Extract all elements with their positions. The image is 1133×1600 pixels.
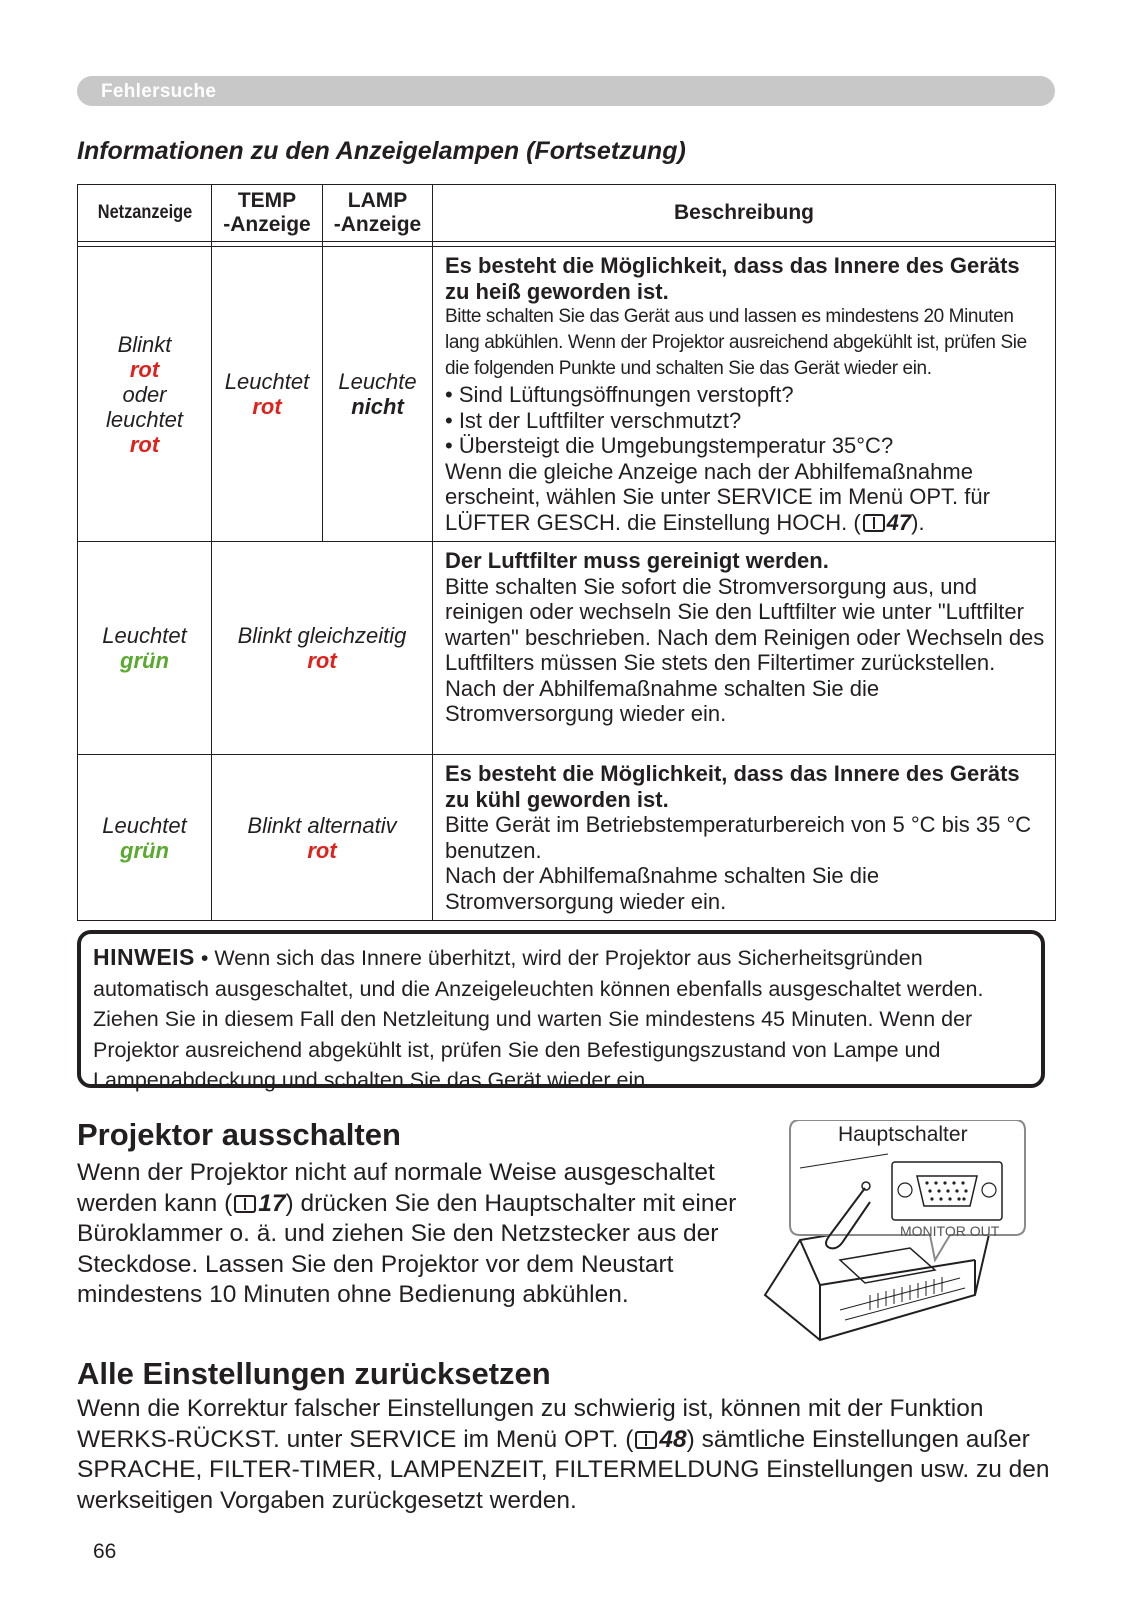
- header-temp: TEMP -Anzeige: [212, 185, 323, 242]
- page-reference-icon: [635, 1431, 657, 1449]
- note-label: HINWEIS: [93, 944, 195, 970]
- table-row: [78, 247, 1056, 542]
- main-switch-figure: [760, 1120, 1060, 1350]
- header-lamp: LAMP -Anzeige: [323, 185, 433, 242]
- heading-reset-all: Alle Einstellungen zurücksetzen: [77, 1356, 551, 1391]
- row3-description: Es besteht die Möglichkeit, dass das Innere des Geräts zu kühl geworden ist. Bitte Gerät im Betriebstemperaturbereich von 5 °C bis 35 °C benutzen. Nach der Abhilfemaßnahme schalten Sie die Stromversorgung wieder ein.: [433, 755, 1056, 921]
- page-reference-icon: [863, 514, 885, 532]
- row1-netz-state: Blinkt rot oder leuchtet rot: [78, 247, 212, 542]
- table-row: [78, 755, 1056, 921]
- note-box: [77, 930, 1045, 1092]
- section-header-bar: [77, 76, 1055, 106]
- heading-projector-off: Projektor ausschalten: [77, 1117, 401, 1152]
- monitor-out-label: MONITOR OUT: [900, 1223, 1000, 1239]
- row1-description: Es besteht die Möglichkeit, dass das Innere des Geräts zu heiß geworden ist. Bitte schalten Sie das Gerät aus und lassen es mindestens 20 Minuten lang abkühlen. Wenn der Projektor ausreichend abgekühlt ist, prüfen Sie die folgenden Punkte und schalten Sie das Gerät wieder ein. • Sind Lüftungsöffnungen verstopft? • Ist der Luftfilter verschmutzt? • Übersteigt die Umgebungstemperatur 35°C? Wenn die gleiche Anzeige nach der Abhilfemaßnahme erscheint, wählen Sie unter SERVICE im Menü OPT. für LÜFTER GESCH. die Einstellung HOCH. ( 47).: [433, 247, 1056, 542]
- callout-label: Hauptschalter: [838, 1123, 968, 1146]
- row2-netz-state: Leuchtet grün: [78, 542, 212, 755]
- page-reference-icon: [234, 1195, 256, 1213]
- row1-temp-state: Leuchtet rot: [212, 247, 323, 542]
- indicator-table: [77, 184, 1056, 921]
- row1-lamp-state: Leuchte nicht: [323, 247, 433, 542]
- note-text: • Wenn sich das Innere überhitzt, wird der Projektor aus Sicherheitsgründen automatisch ausgeschaltet, und die Anzeigeleuchten können ebenfalls ausgeschaltet werden. Ziehen Sie in diesem Fall den Netzleitung und warten Sie mindestens 45 Minuten. Wenn der Projektor ausreichend abgekühlt ist, prüfen Sie den Befestigungszustand von Lampe und Lampenabdeckung und schalten Sie das Gerät wieder ein.: [93, 946, 984, 1092]
- page-number: 66: [93, 1540, 117, 1563]
- section-header-label: Fehlersuche: [101, 81, 217, 102]
- row2-description: Der Luftfilter muss gereinigt werden. Bitte schalten Sie sofort die Stromversorgung aus, und reinigen oder wechseln Sie den Luftfilter wie unter "Luftfilter warten" beschrieben. Nach dem Reinigen oder Wechseln des Luftfilters müssen Sie stets den Filtertimer zurückstellen. Nach der Abhilfemaßnahme schalten Sie die Stromversorgung wieder ein.: [433, 542, 1056, 755]
- row3-netz-state: Leuchtet grün: [78, 755, 212, 921]
- row2-temp-lamp-state: Blinkt gleichzeitig rot: [212, 542, 433, 755]
- row3-temp-lamp-state: Blinkt alternativ rot: [212, 755, 433, 921]
- table-subtitle: Informationen zu den Anzeigelampen (Fortsetzung): [77, 137, 686, 165]
- header-netzanzeige: Netzanzeige: [87, 185, 202, 242]
- header-beschreibung: Beschreibung: [433, 185, 1056, 242]
- table-row: [78, 542, 1056, 755]
- reset-all-text: Wenn die Korrektur falscher Einstellungen zu schwierig ist, können mit der Funktion WERKS-RÜCKST. unter SERVICE im Menü OPT. ( 48) sämtliche Einstellungen außer SPRACHE, FILTER-TIMER, LAMPENZEIT, FILTERMELDUNG Einstellungen usw. zu den werkseitigen Vorgaben zurückgesetzt werden.: [77, 1395, 1050, 1514]
- table-header-row: [78, 185, 1056, 242]
- projector-off-text: Wenn der Projektor nicht auf normale Weise ausgeschaltet werden kann ( 17) drücken Sie den Hauptschalter mit einer Büroklammer o. ä. und ziehen Sie den Netzstecker aus der Steckdose. Lassen Sie den Projektor vor dem Neustart mindestens 10 Minuten ohne Bedienung abkühlen.: [77, 1159, 737, 1308]
